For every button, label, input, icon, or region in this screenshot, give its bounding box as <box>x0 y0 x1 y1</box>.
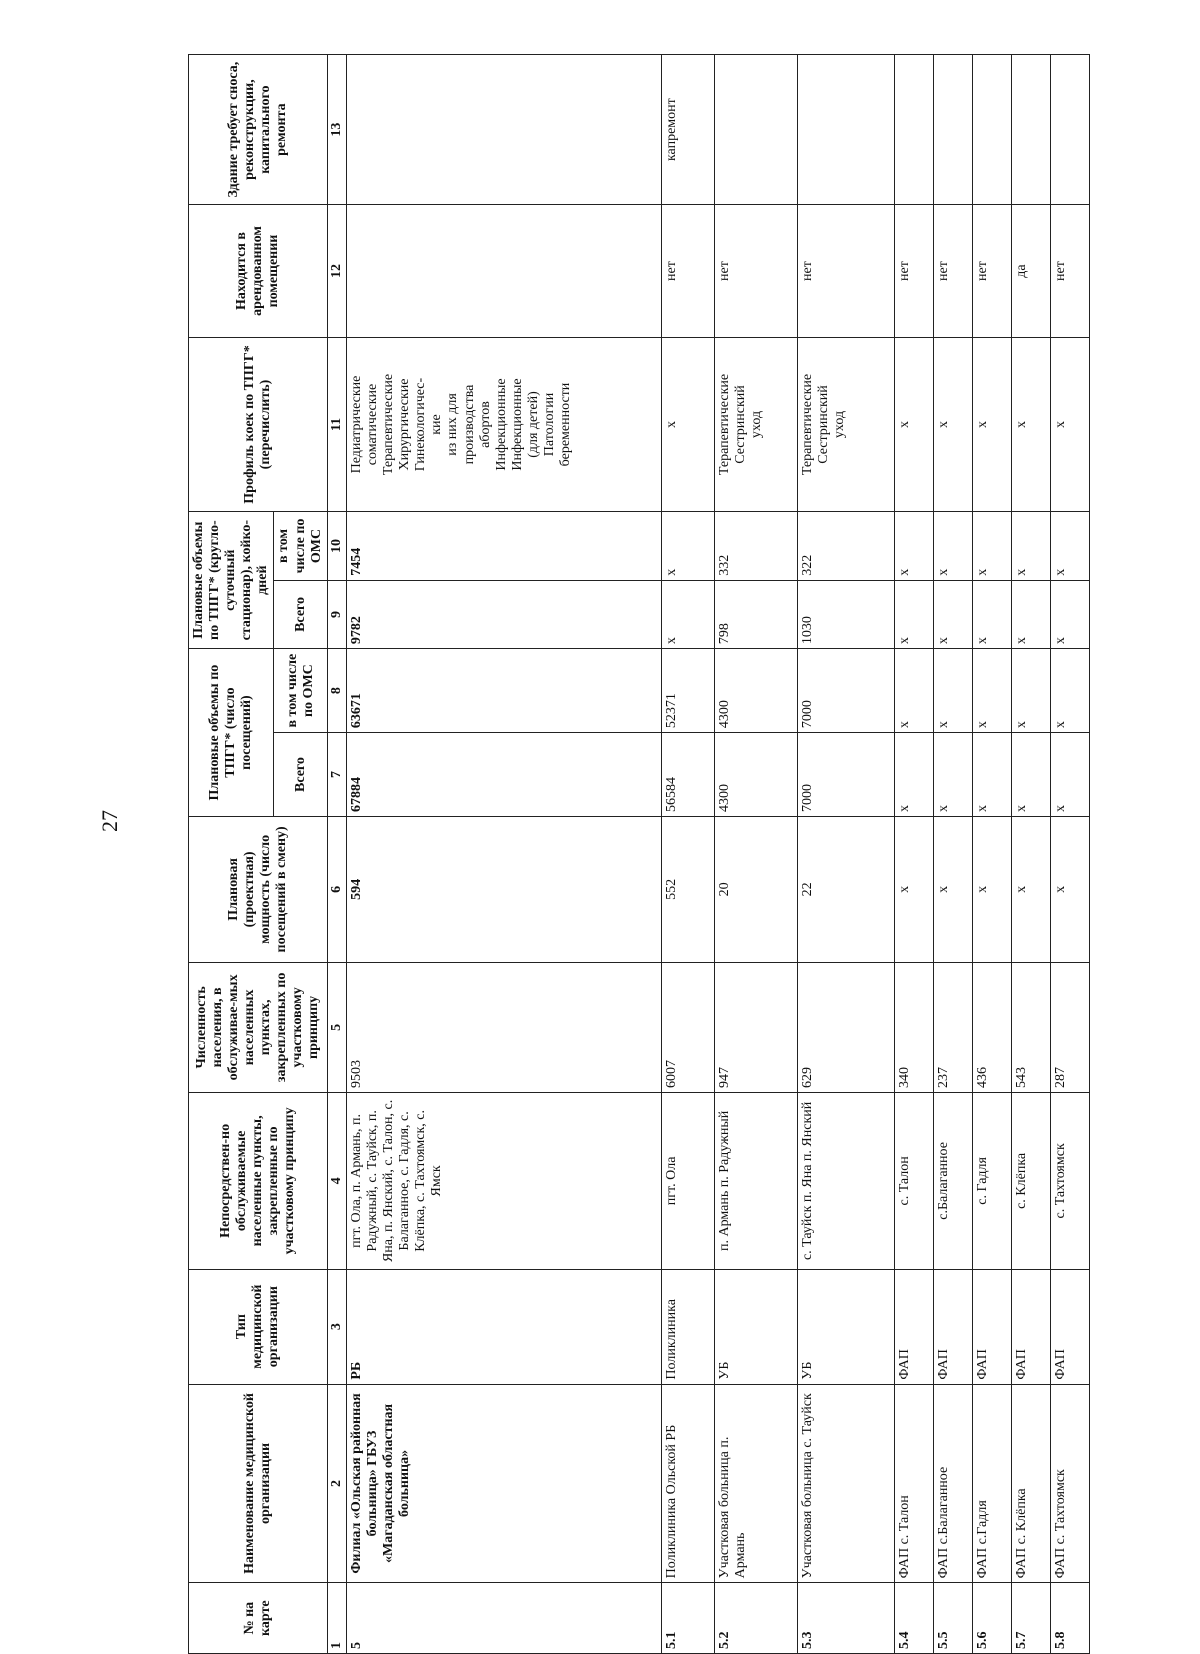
cell-repair <box>1011 55 1050 205</box>
cell-beddays-oms: 332 <box>714 512 797 580</box>
cell-map-number: 5.5 <box>933 1583 972 1654</box>
profile-line: Сестринский <box>815 385 831 464</box>
cell-beddays-total: x <box>933 580 972 648</box>
cell-bed-profile <box>972 337 1011 511</box>
cell-capacity: 594 <box>346 817 661 963</box>
cell-map-number: 5.2 <box>714 1583 797 1654</box>
cell-org-type: Поликлиника <box>661 1269 714 1384</box>
cell-settlements: пгт. Ола, п. Армань, п. Радужный, с. Тауйск, п. Яна, п. Янский, с. Талон, с. Балаганное, с. Гадля, с. Клёпка, с. Тахтоямск, с. Ямск <box>346 1093 661 1270</box>
profile-line: уход <box>749 410 765 439</box>
cell-visits-total: 67884 <box>346 733 661 817</box>
table-row <box>972 55 1011 1654</box>
cell-capacity: 552 <box>661 817 714 963</box>
cell-beddays-oms: x <box>1011 512 1050 580</box>
table-row <box>661 55 714 1654</box>
cell-beddays-oms: 322 <box>797 512 894 580</box>
profile-line: Терапевтические <box>799 373 815 476</box>
cell-settlements: с. Тауйск п. Яна п. Янский <box>797 1093 894 1270</box>
cell-beddays-total: 798 <box>714 580 797 648</box>
cell-settlements: с. Тахтоямск <box>1050 1093 1089 1270</box>
profile-line: Инфекционные <box>493 378 509 471</box>
cell-beddays-total: x <box>1011 580 1050 648</box>
cell-org-name: Филиал «Ольская районная больница» ГБУЗ «Магаданская областная больница» <box>346 1384 661 1583</box>
cell-org-type: УБ <box>714 1269 797 1384</box>
cell-capacity: 20 <box>714 817 797 963</box>
header-beddays-total: Всего <box>274 580 327 648</box>
header-visits-oms: в том числе по ОМС <box>274 649 327 733</box>
header-row <box>189 55 274 1654</box>
profile-line: x <box>663 421 679 428</box>
cell-settlements: с. Талон <box>894 1093 933 1270</box>
cell-population: 543 <box>1011 962 1050 1092</box>
cell-org-name: Участковая больница с. Тауйск <box>797 1384 894 1583</box>
cell-beddays-oms: 7454 <box>346 512 661 580</box>
table-row <box>894 55 933 1654</box>
cell-visits-oms: 4300 <box>714 649 797 733</box>
cell-visits-total: 4300 <box>714 733 797 817</box>
cell-org-type: ФАП <box>894 1269 933 1384</box>
cell-settlements: с. Гадля <box>972 1093 1011 1270</box>
cell-beddays-total: x <box>1050 580 1089 648</box>
index-cell: 9 <box>327 580 346 648</box>
cell-map-number: 5 <box>346 1583 661 1654</box>
cell-org-name: ФАП с.Балаганное <box>933 1384 972 1583</box>
profile-line: Педиатрические <box>348 375 364 474</box>
cell-rented: нет <box>661 205 714 338</box>
cell-visits-total: 7000 <box>797 733 894 817</box>
index-cell: 8 <box>327 649 346 733</box>
cell-map-number: 5.8 <box>1050 1583 1089 1654</box>
header-org-type: Тип медицинской организации <box>189 1269 328 1384</box>
profile-line: из них для <box>445 393 461 456</box>
cell-population: 287 <box>1050 962 1089 1092</box>
header-rented: Находится в арендованном помещении <box>189 205 328 338</box>
header-capacity: Плановая (проектная) мощность (число посещений в смену) <box>189 817 328 963</box>
cell-capacity: 22 <box>797 817 894 963</box>
profile-line: Инфекционные <box>509 378 525 471</box>
cell-visits-total: x <box>1050 733 1089 817</box>
profile-line: Хирургические <box>397 378 413 471</box>
cell-repair <box>1050 55 1089 205</box>
header-org-name: Наименование медицинской организации <box>189 1384 328 1583</box>
cell-beddays-oms: x <box>661 512 714 580</box>
cell-org-name: ФАП с. Клёпка <box>1011 1384 1050 1583</box>
cell-org-name: Участковая больница п. Армань <box>714 1384 797 1583</box>
cell-repair <box>346 55 661 205</box>
cell-bed-profile <box>714 337 797 511</box>
cell-visits-total: 56584 <box>661 733 714 817</box>
table-row <box>797 55 894 1654</box>
cell-rented: нет <box>797 205 894 338</box>
profile-line: уход <box>832 410 848 439</box>
index-cell: 10 <box>327 512 346 580</box>
cell-beddays-oms: x <box>972 512 1011 580</box>
index-cell: 4 <box>327 1093 346 1270</box>
cell-repair <box>797 55 894 205</box>
cell-rented: нет <box>894 205 933 338</box>
profile-line: x <box>896 421 912 428</box>
cell-capacity: x <box>894 817 933 963</box>
cell-org-name: ФАП с.Гадля <box>972 1384 1011 1583</box>
cell-settlements: п. Армань п. Радужный <box>714 1093 797 1270</box>
cell-visits-oms: 52371 <box>661 649 714 733</box>
cell-population: 9503 <box>346 962 661 1092</box>
cell-rented: нет <box>714 205 797 338</box>
cell-rented: нет <box>1050 205 1089 338</box>
header-beddays-oms: в том числе по ОМС <box>274 512 327 580</box>
cell-population: 436 <box>972 962 1011 1092</box>
cell-repair <box>714 55 797 205</box>
cell-population: 237 <box>933 962 972 1092</box>
cell-org-name: ФАП с. Тахтоямск <box>1050 1384 1089 1583</box>
cell-repair <box>933 55 972 205</box>
cell-bed-profile <box>1050 337 1089 511</box>
cell-repair <box>894 55 933 205</box>
cell-map-number: 5.7 <box>1011 1583 1050 1654</box>
cell-beddays-oms: x <box>933 512 972 580</box>
index-cell: 2 <box>327 1384 346 1583</box>
cell-capacity: x <box>933 817 972 963</box>
header-settlements: Непосредствен-но обслуживаемые населенные пункты, закрепленные по участковому принципу <box>189 1093 328 1270</box>
cell-population: 340 <box>894 962 933 1092</box>
cell-visits-oms: x <box>972 649 1011 733</box>
cell-visits-total: x <box>972 733 1011 817</box>
cell-visits-oms: x <box>933 649 972 733</box>
profile-line: производства <box>461 384 477 465</box>
cell-rented <box>346 205 661 338</box>
table-row <box>1011 55 1050 1654</box>
profile-line: (для детей) <box>525 391 541 458</box>
page-number: 27 <box>97 810 122 832</box>
cell-population: 629 <box>797 962 894 1092</box>
cell-population: 6007 <box>661 962 714 1092</box>
header-population: Численность населения, в обслуживае-мых населенных пунктах, закрепленных по участковому принципу <box>189 962 328 1092</box>
cell-visits-oms: x <box>1011 649 1050 733</box>
cell-settlements: с. Клёпка <box>1011 1093 1050 1270</box>
cell-rented: нет <box>933 205 972 338</box>
table-frame <box>188 54 1200 1649</box>
profile-line: соматические <box>364 383 380 466</box>
cell-rented: да <box>1011 205 1050 338</box>
header-repair: Здание требует сноса, реконструкции, капитального ремонта <box>189 55 328 205</box>
cell-visits-total: x <box>1011 733 1050 817</box>
cell-org-type: ФАП <box>972 1269 1011 1384</box>
cell-rented: нет <box>972 205 1011 338</box>
header-bed-profile: Профиль коек по ТПГГ* (перечислить) <box>189 337 328 511</box>
cell-population: 947 <box>714 962 797 1092</box>
header-visits: Плановые объемы по ТПГГ* (число посещений) <box>189 649 274 817</box>
facilities-table <box>188 54 1090 1654</box>
cell-bed-profile <box>661 337 714 511</box>
cell-settlements: с.Балаганное <box>933 1093 972 1270</box>
index-cell: 12 <box>327 205 346 338</box>
cell-org-type: ФАП <box>933 1269 972 1384</box>
cell-beddays-total: x <box>661 580 714 648</box>
cell-beddays-oms: x <box>894 512 933 580</box>
cell-settlements: пгт. Ола <box>661 1093 714 1270</box>
index-row <box>327 55 346 1654</box>
table-row <box>1050 55 1089 1654</box>
cell-bed-profile <box>346 337 661 511</box>
profile-line: x <box>935 421 951 428</box>
cell-beddays-total: 9782 <box>346 580 661 648</box>
profile-line: Патологии <box>541 392 557 457</box>
cell-visits-oms: x <box>1050 649 1089 733</box>
table-row <box>714 55 797 1654</box>
header-beddays: Плановые объемы по ТПГГ* (кругло-суточный стационар), койко-дней <box>189 512 274 649</box>
profile-line: x <box>1013 421 1029 428</box>
profile-line: Терапевтические <box>716 373 732 476</box>
profile-line: Гинекологичес- <box>413 377 429 472</box>
cell-beddays-total: x <box>894 580 933 648</box>
cell-bed-profile <box>797 337 894 511</box>
index-cell: 5 <box>327 962 346 1092</box>
index-cell: 6 <box>327 817 346 963</box>
cell-beddays-total: x <box>972 580 1011 648</box>
cell-capacity: x <box>1011 817 1050 963</box>
profile-line: кие <box>429 414 445 435</box>
cell-org-type: ФАП <box>1050 1269 1089 1384</box>
table-row <box>346 55 661 1654</box>
cell-beddays-oms: x <box>1050 512 1089 580</box>
cell-map-number: 5.1 <box>661 1583 714 1654</box>
profile-line: x <box>974 421 990 428</box>
cell-capacity: x <box>972 817 1011 963</box>
cell-visits-total: x <box>933 733 972 817</box>
profile-line: беременности <box>558 382 574 467</box>
cell-org-name: Поликлиника Ольской РБ <box>661 1384 714 1583</box>
table-row <box>933 55 972 1654</box>
cell-org-type: РБ <box>346 1269 661 1384</box>
cell-repair: капремонт <box>661 55 714 205</box>
index-cell: 3 <box>327 1269 346 1384</box>
header-visits-total: Всего <box>274 733 327 817</box>
profile-line: x <box>1052 421 1068 428</box>
cell-org-type: УБ <box>797 1269 894 1384</box>
cell-map-number: 5.4 <box>894 1583 933 1654</box>
index-cell: 7 <box>327 733 346 817</box>
cell-bed-profile <box>1011 337 1050 511</box>
index-cell: 11 <box>327 337 346 511</box>
cell-beddays-total: 1030 <box>797 580 894 648</box>
profile-line: Сестринский <box>732 385 748 464</box>
index-cell: 1 <box>327 1583 346 1654</box>
cell-org-name: ФАП с. Талон <box>894 1384 933 1583</box>
cell-capacity: x <box>1050 817 1089 963</box>
cell-visits-total: x <box>894 733 933 817</box>
cell-bed-profile <box>894 337 933 511</box>
profile-line: абортов <box>477 401 493 448</box>
cell-map-number: 5.3 <box>797 1583 894 1654</box>
cell-visits-oms: 7000 <box>797 649 894 733</box>
cell-map-number: 5.6 <box>972 1583 1011 1654</box>
cell-repair <box>972 55 1011 205</box>
cell-bed-profile <box>933 337 972 511</box>
index-cell: 13 <box>327 55 346 205</box>
cell-org-type: ФАП <box>1011 1269 1050 1384</box>
cell-visits-oms: 63671 <box>346 649 661 733</box>
profile-line: Терапевтические <box>381 373 397 476</box>
cell-visits-oms: x <box>894 649 933 733</box>
header-map-number: № на карте <box>189 1583 328 1654</box>
